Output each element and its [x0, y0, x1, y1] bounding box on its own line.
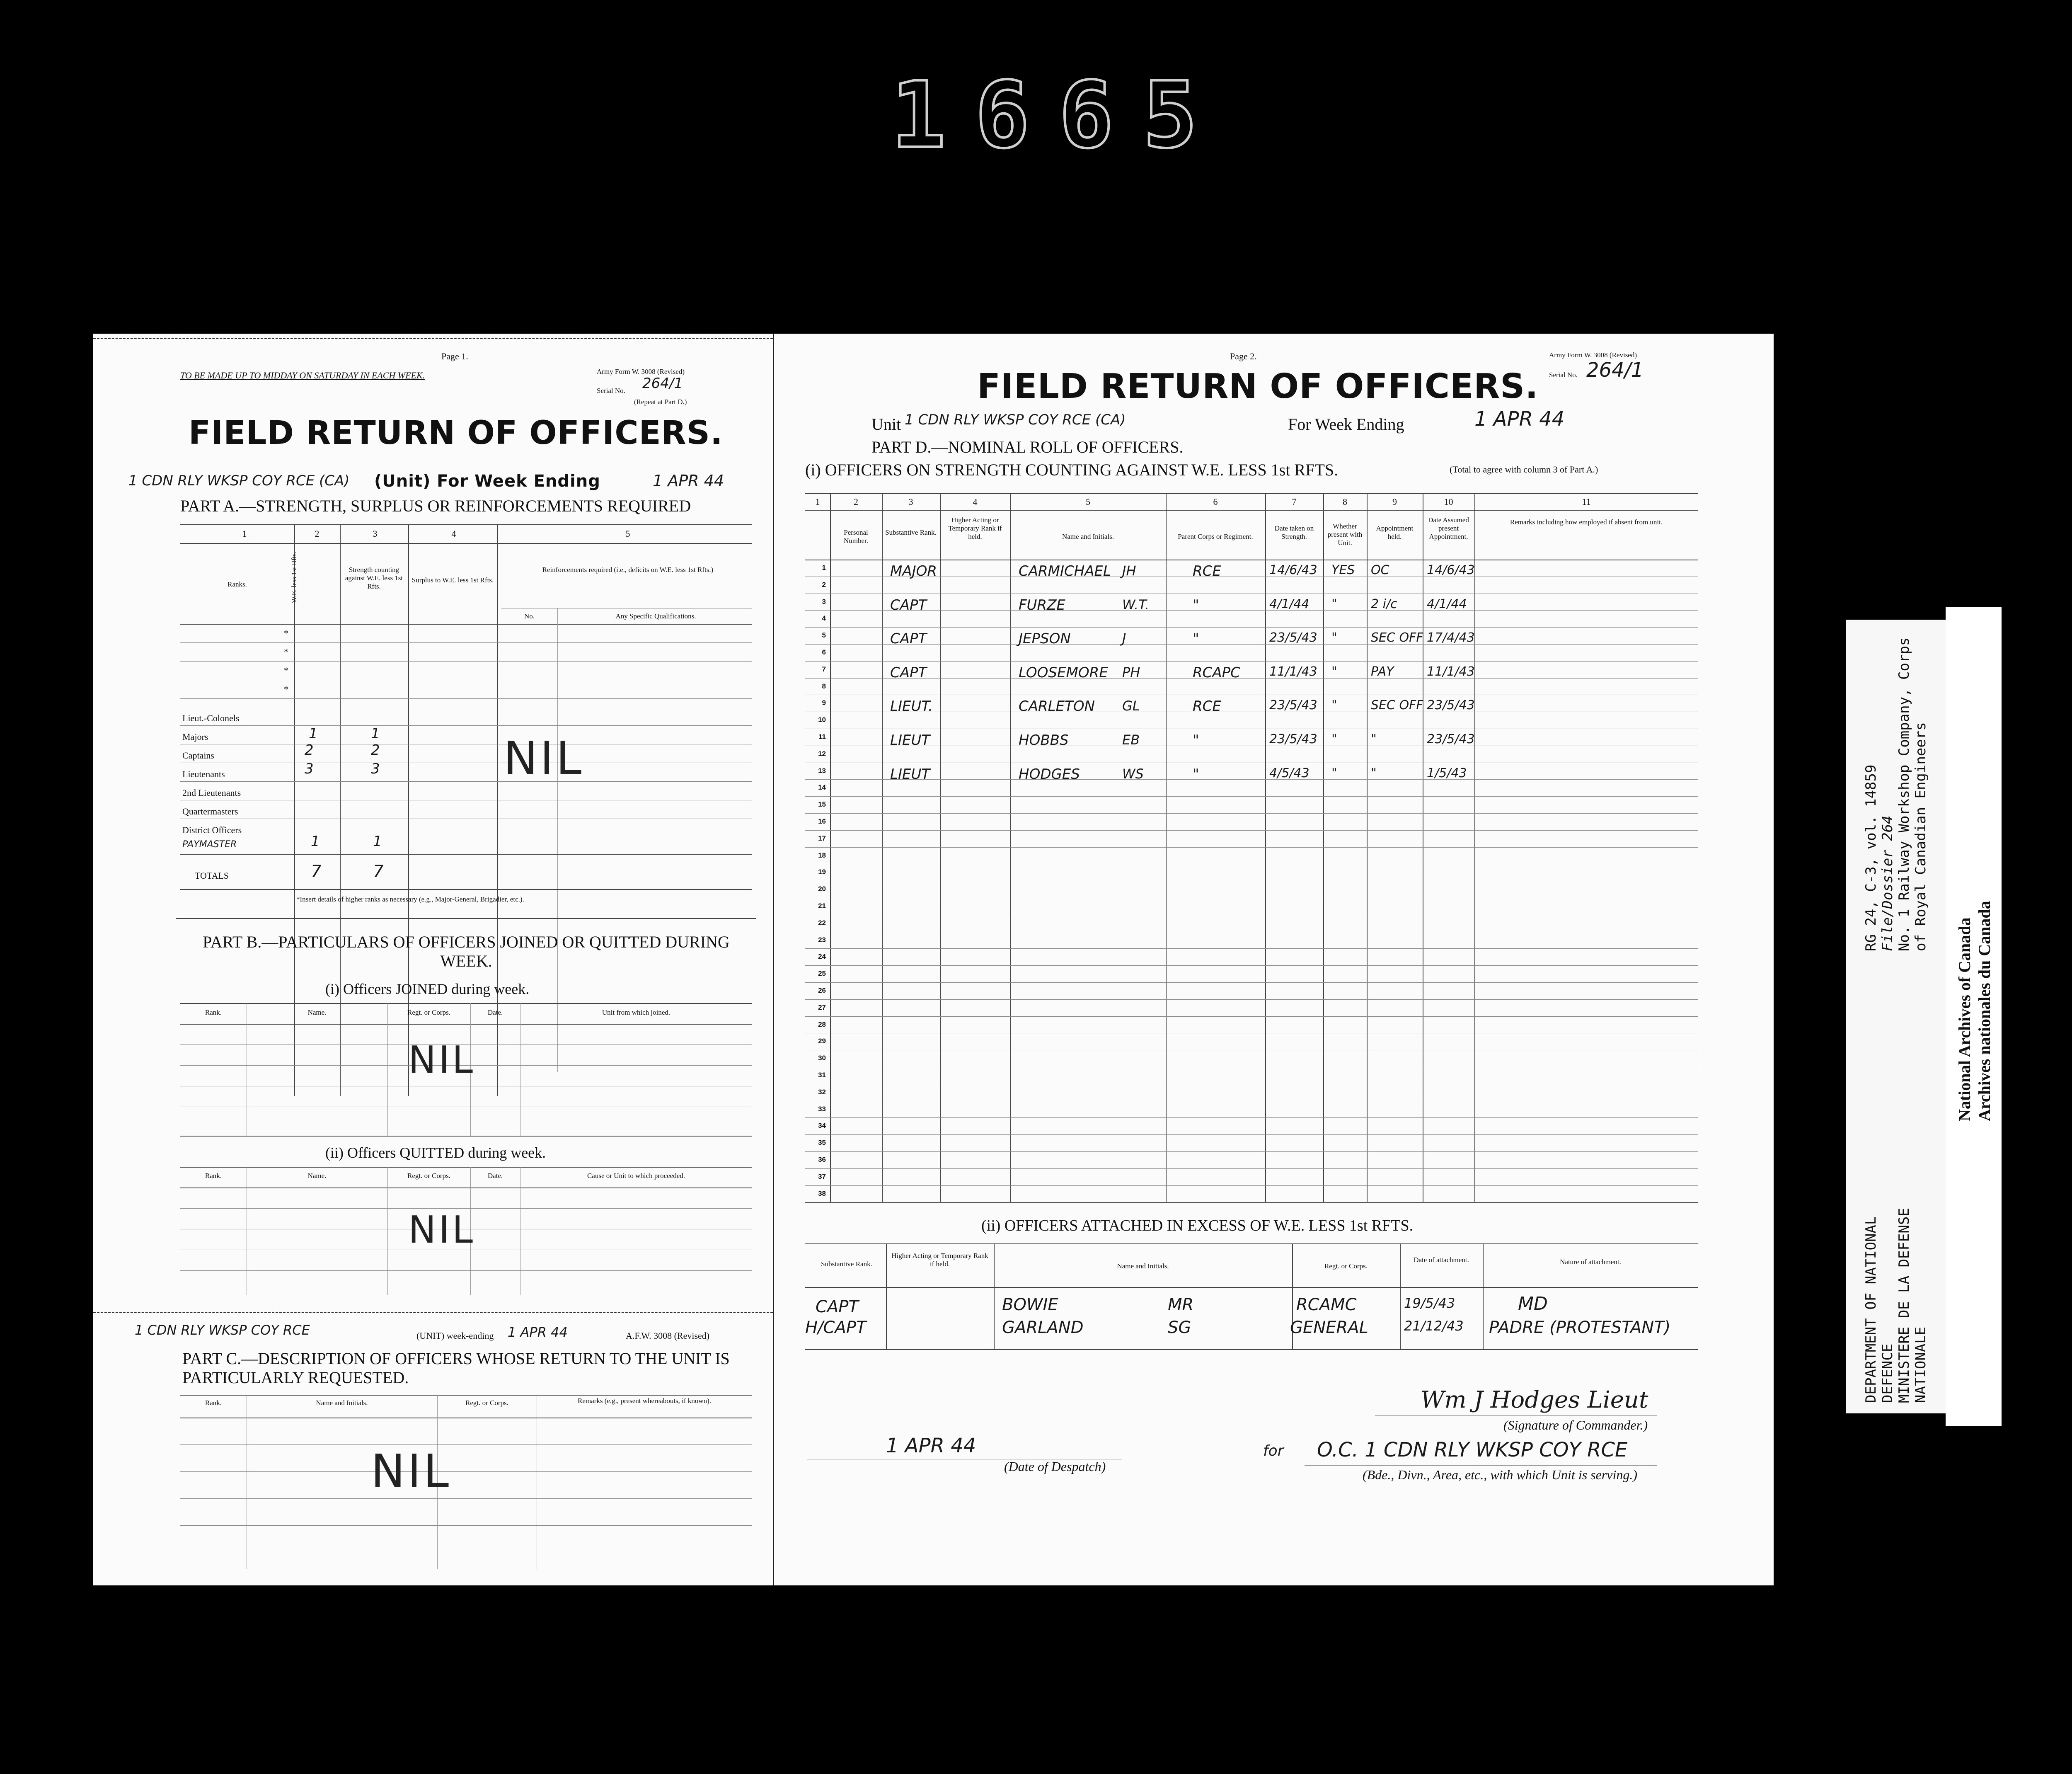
roll-colnum-1: 1 — [815, 497, 820, 507]
roll-row-number: 17 — [818, 834, 826, 842]
quitted-col-rank: Rank. — [205, 1172, 222, 1180]
officer-initials: JH — [1122, 563, 1136, 579]
serving-label: (Bde., Divn., Area, etc., with which Unit is serving.) — [1363, 1467, 1637, 1482]
officer-date: 4/5/43 — [1269, 766, 1310, 780]
roll-row-number: 33 — [818, 1105, 826, 1113]
officer-name: LOOSEMORE — [1019, 664, 1108, 681]
page1-label: Page 1. — [441, 351, 468, 361]
officer-rank: CAPT — [890, 630, 927, 647]
nac-fr: Archives nationales du Canada — [1975, 901, 1994, 1121]
roll-row-number: 5 — [822, 631, 826, 640]
partA-col-reinf: Reinforcements required (i.e., deficits on W.E. less 1st Rfts.) — [542, 566, 714, 574]
partD-heading: PART D.—NOMINAL ROLL OF OFFICERS. — [871, 438, 1184, 456]
page1-repeat-note: (Repeat at Part D.) — [634, 398, 687, 406]
officer-initials: GL — [1122, 698, 1140, 714]
page2-army-form: Army Form W. 3008 (Revised) — [1549, 351, 1637, 359]
roll-row-line — [805, 796, 1698, 797]
roll-row-line — [805, 1185, 1698, 1186]
officer-appt-date: 14/6/43 — [1427, 563, 1475, 577]
page2-unit-value: 1 CDN RLY WKSP COY RCE (CA) — [905, 412, 1126, 428]
roll-col-higher: Higher Acting or Temporary Rank if held. — [948, 516, 1002, 540]
roll-row-number: 21 — [818, 902, 826, 910]
roll-row-line — [805, 644, 1698, 645]
joined-col-unit: Unit from which joined. — [602, 1008, 670, 1016]
officer-present: " — [1331, 630, 1337, 645]
partC-afw: A.F.W. 3008 (Revised) — [626, 1330, 710, 1341]
roll-row-line — [805, 982, 1698, 983]
page1-unit-label: (Unit) For Week Ending — [374, 472, 600, 491]
roll-row-number: 25 — [818, 969, 826, 978]
partA-col2-num: 2 — [315, 528, 320, 539]
officer-initials: WS — [1122, 766, 1144, 782]
page-2 — [773, 334, 1775, 1585]
page2-unit-label: Unit — [871, 415, 901, 434]
nac-strip — [1946, 607, 2002, 1426]
partC-heading: PART C.—DESCRIPTION OF OFFICERS WHOSE RETURN TO THE UNIT IS PARTICULARLY REQUESTED. — [182, 1349, 730, 1387]
roll-row-number: 27 — [818, 1003, 826, 1011]
captains-we: 2 — [305, 742, 314, 759]
page1-unit-value: 1 CDN RLY WKSP COY RCE (CA) — [128, 473, 350, 489]
att2-date: 21/12/43 — [1404, 1318, 1464, 1334]
officer-appt: 2 i/c — [1371, 596, 1397, 611]
roll-row-line — [805, 1168, 1698, 1169]
officer-name: FURZE — [1019, 596, 1065, 613]
partA-col-no: No. — [524, 612, 535, 620]
roll-col-corps: Parent Corps or Regiment. — [1178, 533, 1253, 540]
partA-footnote: *Insert details of higher ranks as necessary (e.g., Major-General, Brigadier, etc.). — [296, 895, 524, 903]
roll-row-line — [805, 999, 1698, 1000]
officer-date: 23/5/43 — [1269, 698, 1317, 713]
rank-lieut-colonels: Lieut.-Colonels — [182, 713, 240, 723]
roll-row-number: 31 — [818, 1071, 826, 1079]
totals-we: 7 — [311, 862, 322, 881]
att-col-regt: Regt. or Corps. — [1324, 1262, 1368, 1270]
roll-row-line — [805, 965, 1698, 966]
officer-appt-date: 4/1/44 — [1427, 596, 1467, 611]
partC-week-ending: 1 APR 44 — [508, 1324, 568, 1340]
roll-col-date-assumed: Date Assumed present Appointment. — [1428, 516, 1469, 540]
roll-row-line — [805, 678, 1698, 679]
roll-row-number: 14 — [818, 783, 826, 792]
att1-initials: MR — [1168, 1295, 1194, 1314]
partC-nil: NIL — [371, 1444, 452, 1498]
roll-row-number: 38 — [818, 1189, 826, 1197]
officer-appt-date: 23/5/43 — [1427, 732, 1475, 746]
page1-army-form: Army Form W. 3008 (Revised) — [597, 368, 685, 376]
roll-row-number: 22 — [818, 919, 826, 927]
archive-dept-block — [1863, 1208, 1929, 1407]
top-tear-line — [93, 338, 773, 339]
officer-corps: RCAPC — [1193, 664, 1240, 681]
officer-rank: CAPT — [890, 596, 927, 613]
officer-date: 14/6/43 — [1269, 563, 1317, 577]
captains-strength: 2 — [371, 742, 380, 759]
officer-name: CARMICHAEL — [1019, 563, 1111, 579]
roll-col-appointment: Appointment held. — [1376, 524, 1414, 540]
officer-name: HOBBS — [1019, 732, 1069, 749]
partC-col-rank: Rank. — [205, 1399, 222, 1407]
officer-corps: " — [1193, 732, 1199, 749]
att2-name: GARLAND — [1002, 1318, 1084, 1337]
att2-nature: PADRE (PROTESTANT) — [1489, 1318, 1671, 1337]
att-col-higher: Higher Acting or Temporary Rank if held. — [891, 1252, 988, 1268]
roll-row-line — [805, 1117, 1698, 1118]
roll-col-substantive: Substantive Rank. — [885, 528, 937, 536]
roll-row-number: 4 — [822, 614, 826, 623]
att2-rank: H/CAPT — [805, 1318, 867, 1337]
roll-row-number: 35 — [818, 1139, 826, 1147]
roll-row-number: 29 — [818, 1037, 826, 1045]
officer-corps: " — [1193, 630, 1199, 647]
partC-col-name: Name and Initials. — [316, 1399, 368, 1407]
officer-appt: OC — [1371, 563, 1389, 577]
att-col-date: Date of attachment. — [1414, 1256, 1469, 1264]
partC-unit-value: 1 CDN RLY WKSP COY RCE — [135, 1322, 310, 1338]
officer-date: 4/1/44 — [1269, 596, 1310, 611]
roll-colnum-4: 4 — [973, 497, 978, 507]
roll-row-number: 11 — [818, 733, 826, 741]
roll-row-number: 19 — [818, 868, 826, 876]
officer-name: JEPSON — [1019, 630, 1071, 647]
officer-initials: EB — [1122, 732, 1140, 748]
partD-sub-i: (i) OFFICERS ON STRENGTH COUNTING AGAINST W.E. LESS 1st RFTS. — [805, 460, 1339, 479]
roll-row-number: 13 — [818, 766, 826, 775]
officer-date: 23/5/43 — [1269, 732, 1317, 746]
page2-week-value: 1 APR 44 — [1474, 407, 1565, 431]
roll-colnum-6: 6 — [1213, 497, 1218, 507]
roll-row-number: 36 — [818, 1156, 826, 1163]
page1-serial-label: Serial No. — [597, 387, 625, 395]
officer-present: " — [1331, 664, 1337, 679]
joined-heading: (i) Officers JOINED during week. — [325, 981, 530, 997]
partA-nil: NIL — [503, 732, 584, 785]
officer-appt: " — [1371, 732, 1377, 746]
roll-colnum-3: 3 — [908, 497, 913, 507]
roll-row-number: 24 — [818, 952, 826, 961]
officer-present: " — [1331, 766, 1337, 780]
roll-row-number: 1 — [822, 564, 826, 572]
roll-row-number: 6 — [822, 648, 826, 656]
partA-col-qual: Any Specific Qualifications. — [615, 612, 696, 620]
lieutenants-strength: 3 — [371, 761, 380, 777]
att1-rank: CAPT — [816, 1297, 859, 1316]
page2-title: FIELD RETURN OF OFFICERS. — [977, 367, 1539, 406]
rank-paymaster: PAYMASTER — [182, 839, 237, 850]
partD-sub-i-note: (Total to agree with column 3 of Part A.) — [1450, 464, 1598, 475]
att-col-nature: Nature of attachment. — [1560, 1258, 1621, 1266]
roll-row-number: 23 — [818, 935, 826, 944]
att1-date: 19/5/43 — [1404, 1295, 1455, 1311]
roll-row-number: 7 — [822, 665, 826, 673]
serving-value: O.C. 1 CDN RLY WKSP COY RCE — [1317, 1438, 1628, 1461]
asterisk-1: * — [284, 628, 288, 638]
joined-col-name: Name. — [307, 1008, 327, 1016]
nac-stamp — [1955, 901, 1995, 1121]
att1-nature: MD — [1518, 1293, 1548, 1314]
partA-col-surplus: Surplus to W.E. less 1st Rfts. — [411, 576, 494, 584]
roll-col-date-taken: Date taken on Strength. — [1274, 524, 1314, 540]
roll-row-line — [805, 779, 1698, 780]
roll-row-number: 26 — [818, 986, 826, 994]
totals-strength: 7 — [373, 862, 384, 881]
officer-present: " — [1331, 698, 1337, 713]
archive-ref-line3: No. 1 Railway Workshop Company, Corps — [1896, 637, 1912, 951]
asterisk-4: * — [284, 684, 288, 694]
partA-heading: PART A.—STRENGTH, SURPLUS OR REINFORCEMENTS REQUIRED — [180, 497, 691, 515]
roll-row-line — [805, 948, 1698, 949]
officer-name: HODGES — [1019, 766, 1080, 783]
partB-heading: PART B.—PARTICULARS OF OFFICERS JOINED OR QUITTED DURING WEEK. — [203, 933, 730, 970]
partA-col-ranks: Ranks. — [228, 580, 247, 588]
paymaster-strength: 1 — [373, 833, 382, 850]
rank-captains: Captains — [182, 750, 214, 761]
roll-colnum-7: 7 — [1292, 497, 1297, 507]
roll-row-line — [805, 813, 1698, 814]
officer-appt-date: 17/4/43 — [1427, 630, 1475, 645]
officer-corps: RCE — [1193, 698, 1221, 715]
roll-row-line — [805, 661, 1698, 662]
officer-corps: " — [1193, 596, 1199, 613]
despatch-label: (Date of Despatch) — [1004, 1459, 1106, 1474]
partA-col-we: W.E. less 1st Rfts. — [290, 551, 298, 603]
partA-col4-num: 4 — [451, 528, 456, 539]
partA-col3-num: 3 — [373, 528, 378, 539]
asterisk-3: * — [284, 665, 288, 676]
page1-title: FIELD RETURN OF OFFICERS. — [189, 414, 723, 452]
officer-present: YES — [1331, 563, 1355, 577]
roll-colnum-9: 9 — [1392, 497, 1397, 507]
archive-dept-line1: DEPARTMENT OF NATIONAL — [1863, 1216, 1879, 1403]
paymaster-we: 1 — [311, 833, 320, 850]
roll-row-number: 37 — [818, 1172, 826, 1180]
archive-ref-line2: File/Dossier 264 — [1879, 815, 1896, 951]
page1-instruction: TO BE MADE UP TO MIDDAY ON SATURDAY IN EACH WEEK. — [180, 370, 425, 380]
quitted-col-cause: Cause or Unit to which proceeded. — [587, 1172, 685, 1180]
rank-lieutenants: Lieutenants — [182, 769, 225, 779]
lieutenants-we: 3 — [305, 761, 314, 777]
roll-row-number: 20 — [818, 885, 826, 893]
archive-dept-line4: NATIONALE — [1912, 1326, 1929, 1403]
officer-rank: LIEUT. — [890, 698, 933, 715]
officer-rank: LIEUT — [890, 732, 930, 749]
roll-row-number: 15 — [818, 800, 826, 809]
joined-col-regt: Regt. or Corps. — [407, 1008, 450, 1016]
frame-number: 1665 — [891, 62, 1227, 168]
totals-label: TOTALS — [195, 870, 229, 881]
officer-initials: PH — [1122, 664, 1140, 680]
joined-col-date: Date. — [487, 1008, 503, 1016]
officer-initials: W.T. — [1122, 596, 1150, 613]
roll-row-line — [805, 1016, 1698, 1017]
roll-col-present: Whether present with Unit. — [1327, 522, 1363, 547]
officer-appt-date: 11/1/43 — [1427, 664, 1475, 679]
officer-present: " — [1331, 732, 1337, 746]
officer-appt: PAY — [1371, 664, 1394, 679]
archive-dept-line3: MINISTERE DE LA DEFENSE — [1896, 1208, 1912, 1403]
commander-signature: Wm J Hodges Lieut — [1421, 1386, 1648, 1413]
quitted-heading: (ii) Officers QUITTED during week. — [325, 1144, 546, 1161]
archive-dept-line2: DEFENCE — [1879, 1343, 1896, 1403]
roll-row-number: 34 — [818, 1122, 826, 1130]
officer-date: 11/1/43 — [1269, 664, 1317, 679]
roll-row-line — [805, 1151, 1698, 1152]
officer-date: 23/5/43 — [1269, 630, 1317, 645]
joined-nil: NIL — [408, 1038, 476, 1082]
signature-label: (Signature of Commander.) — [1503, 1418, 1648, 1432]
roll-colnum-2: 2 — [854, 497, 858, 507]
partA-col5-num: 5 — [625, 528, 630, 539]
page1-week-ending: 1 APR 44 — [653, 472, 724, 490]
roll-col-remarks: Remarks including how employed if absent from unit. — [1510, 518, 1663, 526]
roll-row-line — [805, 610, 1698, 611]
officer-corps: " — [1193, 766, 1199, 783]
officer-present: " — [1331, 596, 1337, 611]
tear-line — [93, 1312, 773, 1313]
officer-name: CARLETON — [1019, 698, 1095, 715]
majors-we: 1 — [309, 725, 318, 742]
officer-corps: RCE — [1193, 563, 1221, 579]
att2-initials: SG — [1168, 1318, 1191, 1337]
officer-appt-date: 1/5/43 — [1427, 766, 1467, 780]
roll-row-number: 18 — [818, 851, 826, 859]
roll-row-number: 32 — [818, 1088, 826, 1096]
partA-col1-num: 1 — [242, 528, 247, 539]
roll-row-number: 9 — [822, 699, 826, 707]
roll-row-line — [805, 830, 1698, 831]
roll-colnum-10: 10 — [1444, 497, 1453, 507]
asterisk-2: * — [284, 647, 288, 657]
despatch-value: 1 APR 44 — [886, 1434, 976, 1457]
nac-en: National Archives of Canada — [1955, 917, 1974, 1121]
attached-heading: (ii) OFFICERS ATTACHED IN EXCESS OF W.E. LESS 1st RFTS. — [981, 1217, 1414, 1234]
roll-row-number: 30 — [818, 1054, 826, 1062]
page2-serial-label: Serial No. — [1549, 371, 1578, 379]
roll-row-number: 28 — [818, 1020, 826, 1028]
page1-serial-value: 264/1 — [642, 375, 683, 392]
partC-unit-label: (UNIT) week-ending — [416, 1330, 494, 1341]
roll-row-number: 16 — [818, 817, 826, 825]
roll-row-number: 10 — [818, 716, 826, 724]
roll-colnum-5: 5 — [1086, 497, 1090, 507]
partC-col-regt: Regt. or Corps. — [465, 1399, 508, 1407]
archive-ref-line4: of Royal Canadian Engineers — [1912, 722, 1929, 951]
quitted-col-date: Date. — [487, 1172, 503, 1180]
rank-district-officers: District Officers — [182, 825, 242, 835]
roll-row-line — [805, 627, 1698, 628]
officer-rank: LIEUT — [890, 766, 930, 783]
att-col-rank: Substantive Rank. — [821, 1260, 872, 1268]
roll-row-number: 8 — [822, 682, 826, 690]
roll-col-name: Name and Initials. — [1062, 533, 1114, 540]
roll-row-line — [805, 1134, 1698, 1135]
partA-col-strength: Strength counting against W.E. less 1st Rfts. — [345, 566, 403, 590]
officer-appt-date: 23/5/43 — [1427, 698, 1475, 713]
page2-serial-value: 264/1 — [1586, 359, 1644, 382]
quitted-col-name: Name. — [307, 1172, 327, 1180]
att2-corps: GENERAL — [1290, 1318, 1368, 1337]
serving-prefix: for — [1263, 1442, 1284, 1459]
page-1 — [93, 334, 773, 1585]
page2-label: Page 2. — [1230, 351, 1257, 361]
officer-appt: SEC OFF — [1371, 630, 1423, 645]
officer-appt: " — [1371, 766, 1377, 780]
roll-colnum-11: 11 — [1582, 497, 1591, 507]
att-col-name: Name and Initials. — [1117, 1262, 1169, 1270]
att1-name: BOWIE — [1002, 1295, 1058, 1314]
att1-corps: RCAMC — [1296, 1295, 1357, 1314]
archive-ref-line1: RG 24, C-3, vol. 14859 — [1863, 764, 1879, 951]
rank-majors: Majors — [182, 732, 208, 742]
majors-strength: 1 — [371, 725, 380, 742]
roll-row-line — [805, 847, 1698, 848]
partC-col-remarks: Remarks (e.g., present whereabouts, if known). — [578, 1397, 711, 1405]
rank-2nd-lieutenants: 2nd Lieutenants — [182, 788, 241, 798]
roll-row-number: 2 — [822, 580, 826, 589]
officer-initials: J — [1122, 630, 1126, 647]
quitted-col-regt: Regt. or Corps. — [407, 1172, 450, 1180]
roll-row-number: 3 — [822, 597, 826, 606]
page2-week-label: For Week Ending — [1288, 415, 1404, 434]
joined-col-rank: Rank. — [205, 1008, 222, 1016]
officer-rank: MAJOR — [890, 563, 937, 579]
rank-quartermasters: Quartermasters — [182, 806, 238, 817]
roll-colnum-8: 8 — [1343, 497, 1347, 507]
officer-appt: SEC OFF — [1371, 698, 1423, 713]
roll-col-personal: Personal Number. — [843, 528, 869, 545]
roll-row-number: 12 — [818, 749, 826, 758]
quitted-nil: NIL — [408, 1208, 476, 1252]
officer-rank: CAPT — [890, 664, 927, 681]
